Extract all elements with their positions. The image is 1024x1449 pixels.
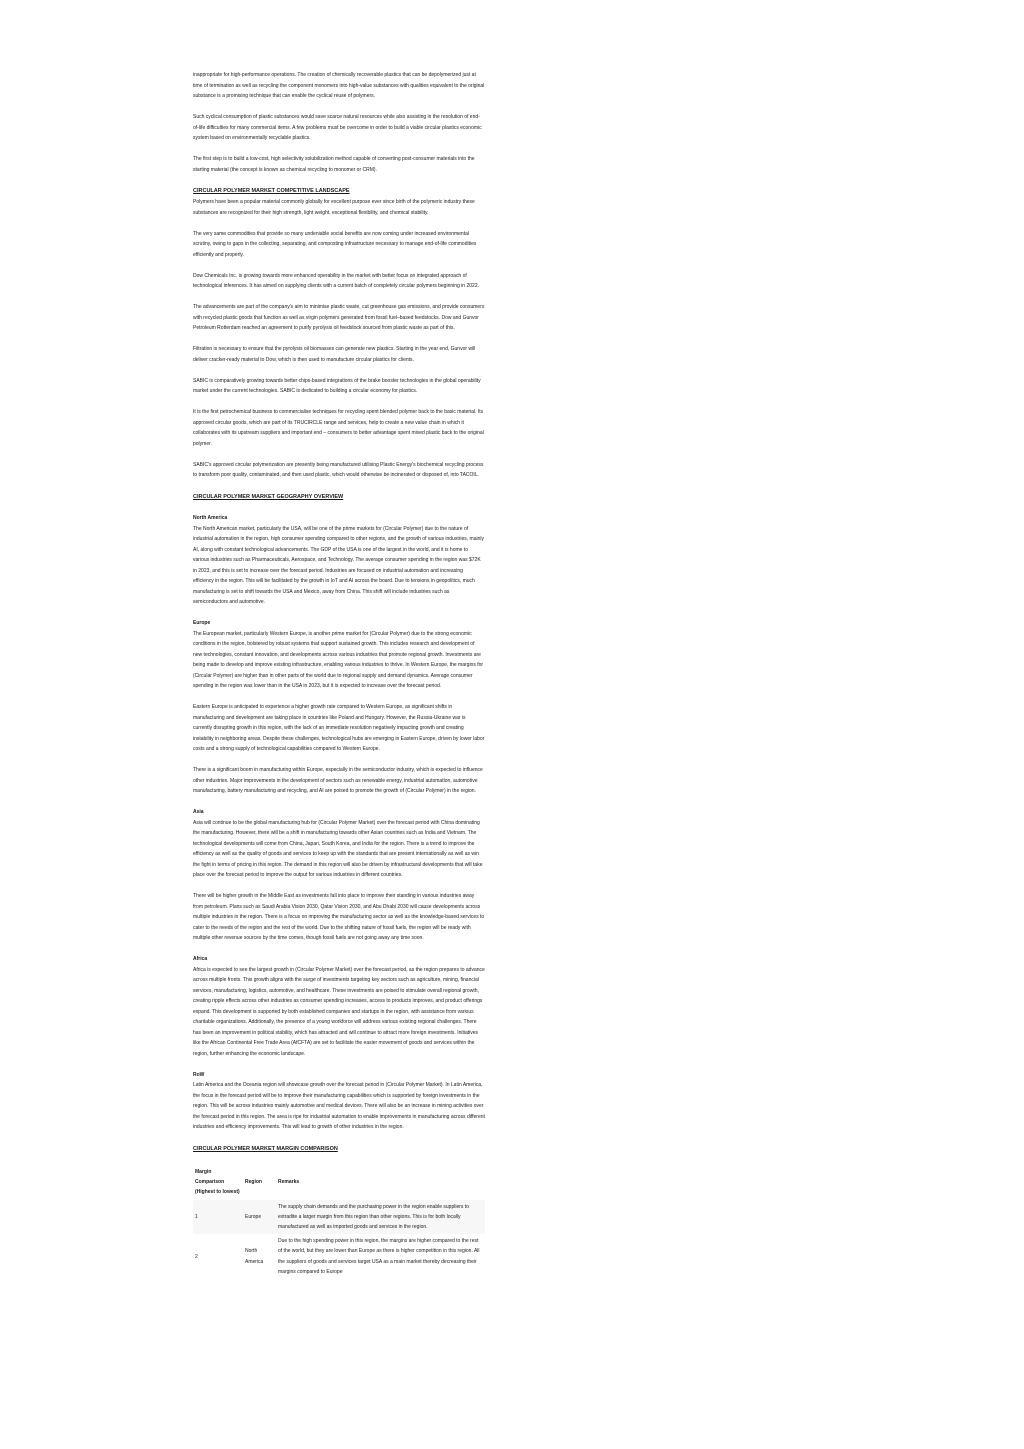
rank-cell: 1 [195, 1213, 198, 1220]
column-header: Remarks [278, 1179, 300, 1186]
column-header: Region [245, 1179, 262, 1186]
paragraph: There is a significant boom in manufacturing within Europe, especially in the semiconductor industry, which is expected to influence other industries. Major improvements in the development of sectors such as renewable energy, industrial automation, automotive manufacturing, battery manufacturing and recycling, and AI are poised to promote the growth of (Circular Polymer) in the region. [193, 767, 483, 794]
region-cell: Europe [245, 1213, 262, 1220]
paragraph: The European market, particularly Western Europe, is another prime market for (Circular Polymer) due to the strong economic conditions in the region, bolstered by robust systems that support sustained growth. This includes research and development of new technologies, constant innovation, and developments across various industries that promote regional growth. Investments are being made to develop and improve existing infrastructure, enabling various industries to thrive. In Western Europe, the margins for (Circular Polymer) are higher than in other parts of the world due to regional supply and demand dynamics. Average consumer spending in the region was lower than in the USA in 2023, but it is expected to increase over the forecast period. [193, 630, 484, 689]
paragraph: Polymers have been a popular material commonly globally for excellent purpose ever since birth of the polymeric industry these substances are recognized for their high strength, light weight, exceptional flexibility, and chemical stability. [193, 199, 475, 216]
paragraph: Filtration is necessary to ensure that the pyrolysis oil biomasses can generate new plastics. Starting in the year end, Gunvor will deliver cracker-ready material to Dow, which is then used to manufacture circular plastics for clients. [193, 346, 476, 363]
remarks-cell: Due to the high spending power in this region, the margins are higher compared to the rest of the world, but they are lower than Europe as there is higher competition in this region. All the suppliers of goods and services target USA as a main market thereby decreasing their margins compared to Europe [278, 1238, 480, 1275]
rank-cell: 2 [195, 1253, 198, 1260]
remarks-cell: The supply chain demands and the purchasing power in the region enable suppliers to extradite a larger margin from this region than other regions. This is for both locally manufactured as well as imported goods and services in the region. [278, 1203, 469, 1231]
region-heading-row: RoW [193, 1071, 205, 1078]
region-heading-north-america: North America [193, 515, 228, 521]
paragraph: There will be higher growth in the Middle East as investments fall into place to improve their standing in various industries away from petroleum. Plans such as Saudi Arabia Vision 2030, Qatar Vision 2030, and Abu Dhabi 2030 will cause developments across multiple industries in the region. There is a focus on improving the manufacturing sector as well as the knowledge-based services to cater to the needs of the region and the rest of the world. Due to the shifting nature of fossil fuels, the region will be ready with multiple other revenue sources by the time comes, though fossil fuels are not going away any time soon. [193, 893, 485, 941]
section-heading: CIRCULAR POLYMER MARKET MARGIN COMPARISON [193, 1145, 338, 1152]
section-heading: CIRCULAR POLYMER MARKET COMPETITIVE LANDSCAPE [193, 188, 350, 194]
margin-comparison-table [193, 1165, 485, 1279]
paragraph: Dow Chemicals Inc. is growing towards more enhanced operability in the market with better focus on integrated approach of technological inferences. It has aimed on supplying clients with a current batch of completely circular polymers beginning in 2022. [193, 272, 479, 289]
paragraph: Asia will continue to be the global manufacturing hub for (Circular Polymer Market) over the forecast period with China dominating the manufacturing. However, there will be a shift in manufacturing towards other Asian countries such as India and Vietnam. The technological developments will come from China, Japan, South Korea, and India for the region. There is a trend to improve the efficiency as well as the quality of goods and services to keep up with the standards that are present internationally as well as win the fight in terms of pricing in this region. The demand in this region will also be driven by infrastructural developments that will take place over the forecast period to improve the output for various industries in different countries. [193, 819, 483, 878]
paragraph: Latin America and the Oceania region will showcase growth over the forecast period in (Circular Polymer Market). In Latin America, the focus in the forecast period will be to improve their manufacturing capabilities which is supported by foreign investments in the region. This will be across industries mainly automotive and medical devices. There will also be an increase in mining activities over the forecast period in this region. The area is ripe for industrial automation to enable improvements in manufacturing across different industries and efficiency improvements. This will lead to growth of other industries in the region. [193, 1082, 485, 1130]
intro-section [193, 70, 485, 175]
section-heading: CIRCULAR POLYMER MARKET GEOGRAPHY OVERVIEW [193, 493, 344, 500]
competitive-landscape-section [193, 186, 485, 481]
paragraph: Eastern Europe is anticipated to experience a higher growth rate compared to Western Europe, as significant shifts in manufacturing and development are taking place in countries like Poland and Hungary. However, the Russia-Ukraine war is currently disrupting growth in this region, with the lack of an immediate resolution negatively impacting growth and creating instability in neighboring areas. Despite these challenges, technological hubs are emerging in Eastern Europe, driven by lower labor costs and a strong supply of technological capabilities compared to Western Europe. [193, 704, 485, 752]
region-cell: North America [245, 1248, 264, 1265]
paragraph: The first step is to build a low-cost, high selectivity solubilization method capable of converting post-consumer materials into the starting material (the concept is known as chemical recycling to monomer or CRM). [193, 156, 475, 173]
paragraph: Africa is expected to see the largest growth in (Circular Polymer Market) over the forecast period, as the region prepares to advance across multiple fronts. This growth aligns with the surge of investments targeting key sectors such as agriculture, mining, financial services, manufacturing, logistics, automotive, and healthcare. These investments are poised to stimulate overall regional growth, creating ripple effects across other industries as consumer spending increases, access to products improves, and product offerings expand. This development is supported by both established companies and startups in the region, with assistance from various charitable organizations. Additionally, the presence of a young workforce will address various existing regional challenges. There has been an improvement in political stability, which has attracted and will continue to attract more foreign investments. Initiatives like the African Continental Free Trade Area (AfCFTA) are set to facilitate the easier movement of goods and services within the region, further enhancing the economic landscape. [193, 966, 485, 1057]
region-heading-africa: Africa [193, 956, 208, 962]
paragraph: SABIC's approved circular polymerization are presently being manufactured utilising Plastic Energy's biochemical recycling process to transform poor quality, contaminated, and then used plastic, which would otherwise be incinerated or disposed of, into TACOIL. [193, 461, 484, 478]
region-heading-europe: Europe [193, 620, 211, 626]
table-row [193, 1200, 485, 1235]
paragraph: The North American market, particularly the USA, will be one of the prime markets for (Circular Polymer) due to the nature of industrial automation in the region, high consumer spending compared to other regions, and the growth of various industries, mainly AI, along with constant technological advancements. The GDP of the USA is one of the largest in the world, and it is home to various industries such as Pharmaceuticals, Aerospace, and Technology. The average consumer spending in the region was $72K in 2023, and this is set to increase over the forecast period. Industries are focused on industrial automation and increasing efficiency in the region. This will be facilitated by the growth in IoT and AI across the board. Due to tensions in geopolitics, much manufacturing is set to shift towards the USA and Mexico, away from China. This shift will include industries such as semiconductors and automotive. [193, 525, 484, 605]
table-header-row [193, 1165, 485, 1200]
paragraph: SABIC is comparatively growing towards better chips-based integrations of the brake booster technologies in the global operability market under the current technologies. SABIC is dedicated to building a circular economy for plastics. [193, 377, 481, 394]
region-heading-asia: Asia [193, 809, 204, 815]
paragraph: Such cyclical consumption of plastic substances would save scarce natural resources while also assisting in the resolution of end-of-life difficulties for many commercial items. A few problems must be overcome in order to build a viable circular plastics economic system based on environmentally recyclable plastics. [193, 114, 482, 141]
document-page [193, 70, 485, 1279]
paragraph: The very same commodities that provide so many undeniable social benefits are now coming under increased environmental scrutiny, owing to gaps in the collecting, separating, and composting infrastructure necessary to manage end-of-life commodities efficiently and properly. [193, 230, 477, 258]
paragraph: inappropriate for high-performance operations. The creation of chemically recoverable plastics that can be depolymerized just at time of termination as well as recycling the component monomers into high-value substances with qualities equivalent to the original substance is a promising technique that can enable the cyclical reuse of polymers. [193, 72, 485, 99]
geography-overview-section [193, 492, 485, 1133]
paragraph: It is the first petrochemical business to commercialise techniques for recycling spent blended polymer back to the basic material. Its approved circular goods, which are part of its TRUCIRCLE range and services, help to create a new value chain in which it collaborates with its upstream suppliers and important end – consumers to better advantage spent mixed plastic back to the original polymer. [193, 409, 484, 447]
margin-comparison-section [193, 1144, 485, 1280]
column-header: Margin Comparison (Highest to lowest) [195, 1169, 240, 1196]
table-row [193, 1234, 485, 1279]
paragraph: The advancements are part of the company's aim to minimise plastic waste, cut greenhouse gas emissions, and provide consumers with recycled plastic goods that function as well as virgin polymers generated from fossil fuel–based feedstocks. Dow and Gunvor Petroleum Rotterdam reached an agreement to purify pyrolysis oil feedstock sourced from plastic waste as part of this. [193, 304, 485, 331]
